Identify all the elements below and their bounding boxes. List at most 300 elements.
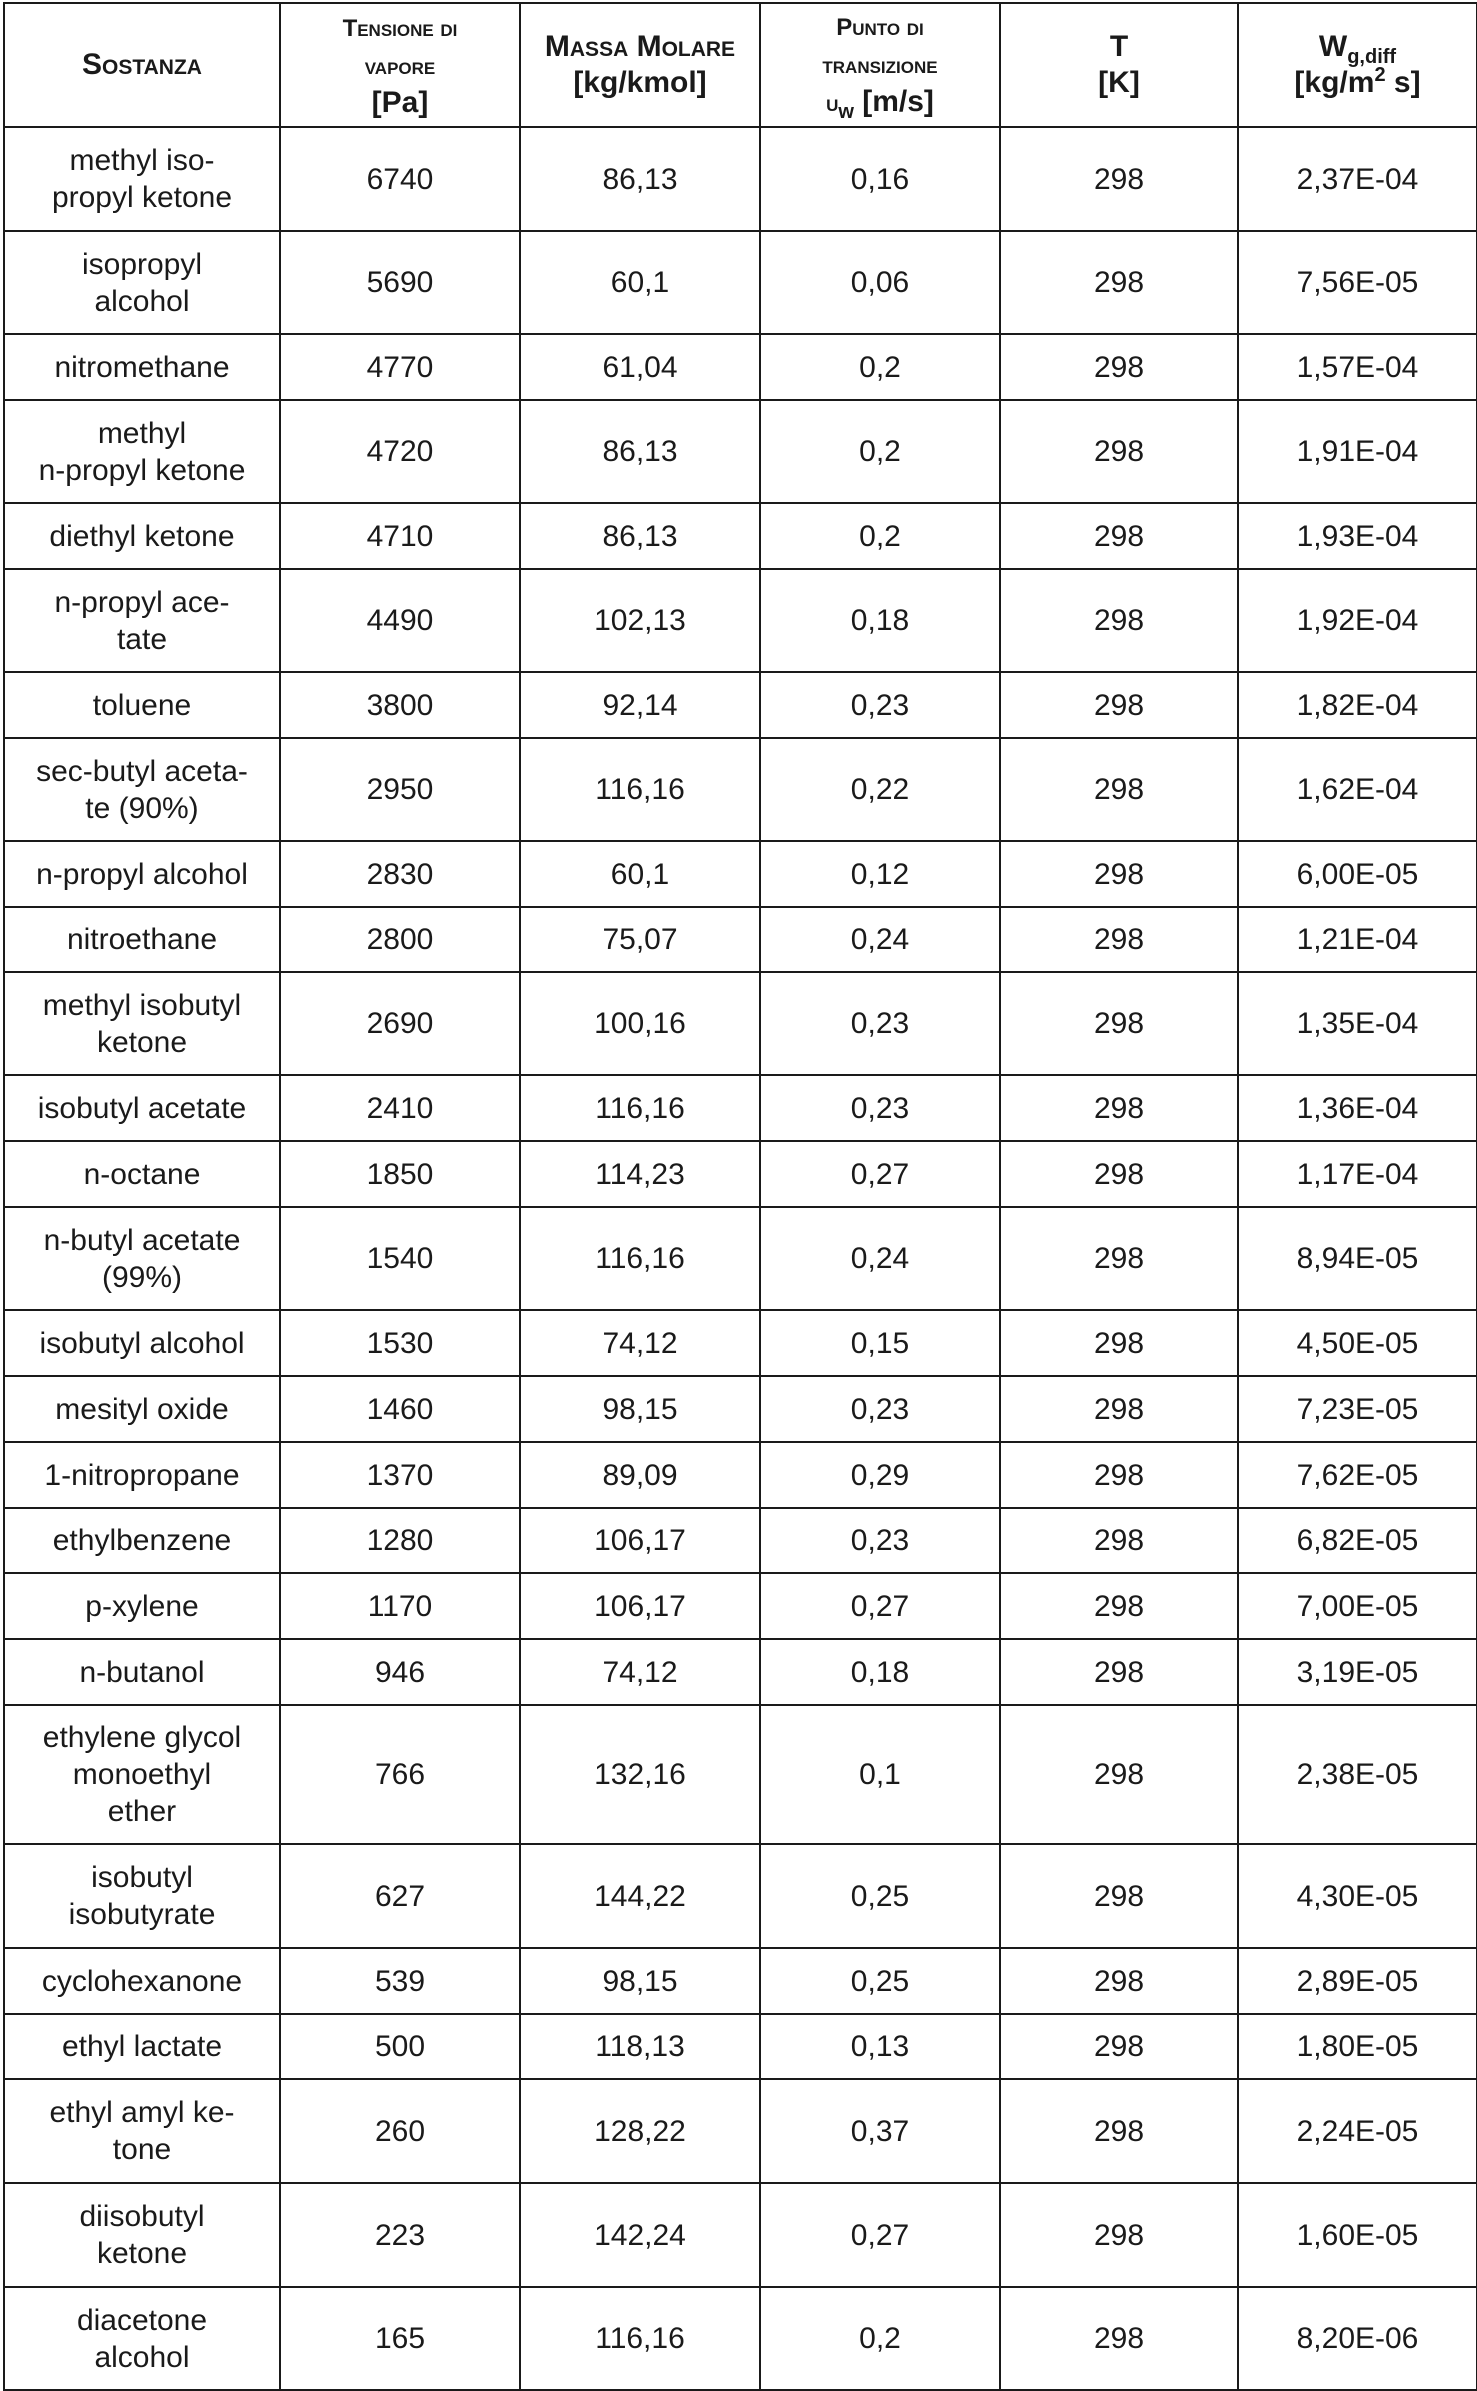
header-t [1000, 3, 1238, 127]
t-cell [1000, 503, 1238, 569]
punto-cell [760, 907, 1000, 972]
cell-text: 298 [1093, 1589, 1145, 1623]
punto-cell [760, 672, 1000, 738]
cell-text: 1,57E-04 [1296, 350, 1419, 384]
cell-text: 128,22 [594, 2114, 686, 2148]
table-row [4, 1310, 1477, 1376]
sostanza-cell [4, 1141, 280, 1207]
t-cell [1000, 2014, 1238, 2079]
punto-cell [760, 569, 1000, 672]
w-cell [1238, 503, 1477, 569]
cell-text: 6,00E-05 [1296, 857, 1419, 891]
w-cell [1238, 672, 1477, 738]
table-row [4, 1844, 1477, 1948]
cell-text: methyl iso- [69, 144, 215, 177]
tensione-cell [280, 738, 520, 841]
cell-text: n-propyl ace- [54, 585, 230, 619]
tensione-cell [280, 2183, 520, 2287]
cell-text: 0,22 [850, 773, 910, 806]
cell-text: 298 [1093, 519, 1145, 553]
cell-text: 298 [1093, 1458, 1145, 1492]
t-cell [1000, 1844, 1238, 1948]
massa-cell [520, 2014, 760, 2079]
cell-text: 298 [1093, 1655, 1145, 1689]
tensione-cell [280, 2079, 520, 2183]
cell-text: 298 [1093, 1091, 1145, 1125]
punto-cell [760, 503, 1000, 569]
cell-text: 4720 [366, 435, 434, 468]
cell-text: 6,82E-05 [1296, 1524, 1419, 1557]
cell-text: 0,25 [850, 1879, 910, 1913]
w-cell [1238, 1376, 1477, 1442]
sostanza-cell [4, 1705, 280, 1844]
cell-text: 0,06 [850, 266, 910, 299]
cell-text: 223 [374, 2218, 426, 2252]
punto-cell [760, 1310, 1000, 1376]
w-cell [1238, 1442, 1477, 1508]
cell-text: 0,29 [850, 1458, 910, 1492]
cell-text: 1,60E-05 [1296, 2218, 1419, 2252]
punto-cell [760, 2287, 1000, 2390]
cell-text: 0,13 [850, 2030, 910, 2063]
cell-text: 298 [1093, 1326, 1145, 1360]
cell-text: 118,13 [595, 2030, 685, 2063]
tensione-cell [280, 907, 520, 972]
w-cell [1238, 1075, 1477, 1141]
cell-text: 298 [1093, 1758, 1145, 1791]
sostanza-cell [4, 1310, 280, 1376]
table-row [4, 2183, 1477, 2287]
t-cell [1000, 1141, 1238, 1207]
cell-text: 298 [1093, 435, 1145, 468]
cell-text: 298 [1093, 604, 1145, 637]
cell-text: 5690 [366, 266, 434, 299]
tensione-cell [280, 1639, 520, 1705]
punto-cell [760, 1442, 1000, 1508]
sostanza-cell [4, 672, 280, 738]
tensione-cell [280, 972, 520, 1075]
cell-text: 2,37E-04 [1296, 162, 1419, 196]
sostanza-cell [4, 2183, 280, 2287]
cell-text: 4770 [366, 350, 434, 384]
header-punto-unit: [m/s] [862, 85, 934, 118]
cell-text: 2950 [366, 773, 434, 806]
table-row [4, 503, 1477, 569]
cell-text: 1,36E-04 [1296, 1091, 1419, 1125]
sostanza-cell [4, 400, 280, 503]
t-cell [1000, 1573, 1238, 1639]
w-cell [1238, 2183, 1477, 2287]
punto-cell [760, 1705, 1000, 1844]
cell-text: n-propyl alcohol [36, 857, 248, 891]
tensione-cell [280, 2014, 520, 2079]
massa-cell [520, 334, 760, 400]
cell-text: 298 [1093, 1964, 1145, 1998]
cell-text: 102,13 [594, 604, 686, 637]
massa-cell [520, 1442, 760, 1508]
cell-text: 0,24 [850, 1242, 910, 1275]
cell-text: p-xylene [85, 1589, 199, 1623]
cell-text: ethyl amyl ke- [49, 2096, 235, 2129]
cell-text: propyl ketone [51, 181, 233, 214]
cell-text: 946 [374, 1655, 426, 1689]
cell-text: n-butanol [79, 1655, 205, 1689]
cell-text: 539 [374, 1964, 426, 1998]
w-cell [1238, 1310, 1477, 1376]
cell-text: 298 [1093, 923, 1145, 956]
sostanza-cell [4, 1442, 280, 1508]
cell-text: 106,17 [594, 1589, 686, 1623]
punto-cell [760, 1141, 1000, 1207]
cell-text: n-propyl ketone [38, 453, 246, 487]
sostanza-cell [4, 972, 280, 1075]
cell-text: 298 [1093, 2322, 1145, 2355]
w-cell [1238, 1508, 1477, 1573]
cell-text: 298 [1093, 1524, 1145, 1557]
cell-text: 4710 [366, 519, 434, 553]
cell-text: 1-nitropropane [44, 1458, 240, 1492]
cell-text: 7,62E-05 [1296, 1458, 1419, 1492]
t-cell [1000, 2183, 1238, 2287]
massa-cell [520, 400, 760, 503]
cell-text: 298 [1093, 688, 1145, 722]
massa-cell [520, 231, 760, 334]
cell-text: 86,13 [602, 519, 678, 553]
cell-text: diethyl ketone [49, 519, 235, 553]
table-row [4, 972, 1477, 1075]
w-cell [1238, 1639, 1477, 1705]
cell-text: 142,24 [594, 2218, 686, 2252]
cell-text: 0,2 [859, 519, 901, 553]
cell-text: isobutyrate [68, 1898, 216, 1931]
sostanza-cell [4, 1948, 280, 2014]
tensione-cell [280, 1948, 520, 2014]
tensione-cell [280, 1141, 520, 1207]
header-tensione-line1: Tensione di [342, 15, 458, 42]
cell-text: n-octane [83, 1157, 201, 1191]
tensione-cell [280, 1705, 520, 1844]
massa-cell [520, 1705, 760, 1844]
table-row [4, 672, 1477, 738]
cell-text: 2,24E-05 [1296, 2114, 1419, 2148]
cell-text: te (90%) [85, 791, 199, 825]
cell-text: 2,38E-05 [1296, 1758, 1419, 1791]
cell-text: 114,23 [595, 1157, 685, 1191]
tensione-cell [280, 1310, 520, 1376]
cell-text: 1,82E-04 [1296, 688, 1419, 722]
cell-text: 298 [1093, 2218, 1145, 2252]
cell-text: 6740 [366, 162, 434, 196]
t-cell [1000, 400, 1238, 503]
cell-text: 86,13 [602, 435, 678, 468]
cell-text: 165 [374, 2322, 426, 2355]
sostanza-cell [4, 1508, 280, 1573]
cell-text: ether [107, 1795, 177, 1828]
cell-text: 116,16 [595, 2322, 685, 2355]
cell-text: 1280 [366, 1524, 434, 1557]
sostanza-cell [4, 1639, 280, 1705]
w-cell [1238, 2079, 1477, 2183]
cell-text: mesityl oxide [55, 1392, 229, 1426]
cell-text: monoethyl [72, 1758, 212, 1791]
massa-cell [520, 1310, 760, 1376]
cell-text: (99%) [101, 1260, 183, 1294]
massa-cell [520, 127, 760, 231]
cell-text: 2410 [366, 1091, 434, 1125]
t-cell [1000, 1075, 1238, 1141]
w-cell [1238, 569, 1477, 672]
punto-cell [760, 1207, 1000, 1310]
cell-text: 1,80E-05 [1296, 2030, 1419, 2063]
header-w-sub: g,diff [1347, 46, 1397, 68]
cell-text: 0,24 [850, 923, 910, 956]
table-row [4, 334, 1477, 400]
cell-text: alcohol [94, 2340, 190, 2374]
w-cell [1238, 1207, 1477, 1310]
header-sostanza-label: Sostanza [82, 48, 202, 81]
sostanza-cell [4, 841, 280, 907]
header-tensione-unit: [Pa] [371, 86, 429, 119]
punto-cell [760, 400, 1000, 503]
tensione-cell [280, 400, 520, 503]
header-w-unit-pre: [kg/m [1294, 66, 1375, 99]
tensione-cell [280, 1442, 520, 1508]
cell-text: 298 [1093, 162, 1145, 196]
cell-text: 1460 [366, 1392, 434, 1426]
punto-cell [760, 1075, 1000, 1141]
cell-text: n-butyl acetate [43, 1223, 241, 1257]
massa-cell [520, 1141, 760, 1207]
w-cell [1238, 334, 1477, 400]
cell-text: 0,18 [850, 1655, 910, 1689]
massa-cell [520, 1948, 760, 2014]
cell-text: 89,09 [602, 1458, 678, 1492]
cell-text: 298 [1093, 1007, 1145, 1040]
cell-text: 298 [1093, 266, 1145, 299]
cell-text: 0,18 [850, 604, 910, 637]
punto-cell [760, 1573, 1000, 1639]
cell-text: 0,15 [850, 1326, 910, 1360]
t-cell [1000, 127, 1238, 231]
punto-cell [760, 2014, 1000, 2079]
t-cell [1000, 1310, 1238, 1376]
massa-cell [520, 2183, 760, 2287]
cell-text: 260 [374, 2114, 426, 2148]
tensione-cell [280, 1508, 520, 1573]
sostanza-cell [4, 1573, 280, 1639]
header-w-unit-sup: 2 [1374, 64, 1386, 86]
massa-cell [520, 1844, 760, 1948]
table-body [4, 127, 1477, 2390]
cell-text: 144,22 [594, 1879, 686, 1913]
cell-text: 4,50E-05 [1296, 1326, 1419, 1360]
w-cell [1238, 1573, 1477, 1639]
w-cell [1238, 1705, 1477, 1844]
table-row [4, 1573, 1477, 1639]
cell-text: 75,07 [602, 923, 678, 956]
sostanza-cell [4, 2079, 280, 2183]
cell-text: 1370 [366, 1458, 434, 1492]
cell-text: 116,16 [595, 773, 685, 806]
cell-text: 60,1 [610, 857, 670, 891]
cell-text: 627 [374, 1879, 426, 1913]
cell-text: 1,35E-04 [1296, 1007, 1419, 1040]
w-cell [1238, 1948, 1477, 2014]
massa-cell [520, 1376, 760, 1442]
w-cell [1238, 127, 1477, 231]
cell-text: 0,23 [850, 1091, 910, 1125]
cell-text: 74,12 [602, 1326, 678, 1360]
massa-cell [520, 1508, 760, 1573]
punto-cell [760, 972, 1000, 1075]
massa-cell [520, 907, 760, 972]
cell-text: 98,15 [602, 1964, 678, 1998]
cell-text: 298 [1093, 1392, 1145, 1426]
cell-text: 7,00E-05 [1296, 1589, 1419, 1623]
cell-text: 2690 [366, 1007, 434, 1040]
punto-cell [760, 1376, 1000, 1442]
w-cell [1238, 231, 1477, 334]
punto-cell [760, 127, 1000, 231]
cell-text: 92,14 [602, 688, 678, 722]
table-row [4, 2079, 1477, 2183]
cell-text: 766 [374, 1758, 426, 1791]
sostanza-cell [4, 1075, 280, 1141]
sostanza-cell [4, 1376, 280, 1442]
cell-text: 1,62E-04 [1296, 773, 1419, 806]
tensione-cell [280, 569, 520, 672]
header-t-label: T [1109, 30, 1129, 63]
t-cell [1000, 738, 1238, 841]
table-row [4, 1508, 1477, 1573]
punto-cell [760, 1948, 1000, 2014]
massa-cell [520, 2287, 760, 2390]
t-cell [1000, 1442, 1238, 1508]
t-cell [1000, 907, 1238, 972]
massa-cell [520, 503, 760, 569]
cell-text: 0,23 [850, 688, 910, 722]
tensione-cell [280, 503, 520, 569]
sostanza-cell [4, 127, 280, 231]
cell-text: isobutyl [91, 1861, 193, 1894]
tensione-cell [280, 127, 520, 231]
t-cell [1000, 1948, 1238, 2014]
cell-text: 500 [374, 2030, 426, 2063]
cell-text: 4490 [366, 604, 434, 637]
cell-text: 0,27 [850, 1589, 910, 1623]
t-cell [1000, 231, 1238, 334]
cell-text: diacetone [76, 2303, 208, 2337]
cell-text: 1,91E-04 [1296, 435, 1419, 468]
cell-text: 86,13 [602, 162, 678, 196]
table-row [4, 1141, 1477, 1207]
cell-text: 298 [1093, 1879, 1145, 1913]
cell-text: 132,16 [594, 1758, 686, 1791]
t-cell [1000, 1639, 1238, 1705]
cell-text: 1,93E-04 [1296, 519, 1419, 553]
sostanza-cell [4, 2014, 280, 2079]
cell-text: 1540 [366, 1242, 434, 1275]
header-punto-symbol: u [826, 90, 839, 117]
tensione-cell [280, 1844, 520, 1948]
cell-text: 0,27 [850, 2218, 910, 2252]
table-row [4, 1376, 1477, 1442]
cell-text: alcohol [94, 284, 190, 318]
header-punto-line2: transizione [822, 52, 938, 79]
t-cell [1000, 672, 1238, 738]
cell-text: diisobutyl [79, 2200, 205, 2233]
cell-text: 1,21E-04 [1296, 923, 1419, 956]
header-massa [520, 3, 760, 127]
cell-text: nitroethane [66, 923, 218, 956]
cell-text: 98,15 [602, 1392, 678, 1426]
cell-text: 298 [1093, 2114, 1145, 2148]
table-row [4, 1075, 1477, 1141]
header-punto-line1: Punto di [836, 14, 924, 41]
cell-text: 116,16 [595, 1242, 685, 1275]
cell-text: toluene [92, 688, 192, 722]
cell-text: 0,23 [850, 1524, 910, 1557]
sostanza-cell [4, 2287, 280, 2390]
t-cell [1000, 972, 1238, 1075]
cell-text: 1170 [367, 1589, 433, 1623]
cell-text: 0,16 [850, 162, 910, 196]
table-row [4, 2287, 1477, 2390]
cell-text: 1,92E-04 [1296, 604, 1419, 637]
punto-cell [760, 2079, 1000, 2183]
tensione-cell [280, 2287, 520, 2390]
cell-text: 1530 [366, 1326, 434, 1360]
tensione-cell [280, 1376, 520, 1442]
w-cell [1238, 1141, 1477, 1207]
cell-text: isopropyl [81, 247, 203, 281]
header-t-unit: [K] [1098, 66, 1140, 99]
w-cell [1238, 841, 1477, 907]
sostanza-cell [4, 334, 280, 400]
massa-cell [520, 1075, 760, 1141]
table-row [4, 1639, 1477, 1705]
table-row [4, 231, 1477, 334]
w-cell [1238, 1844, 1477, 1948]
t-cell [1000, 1207, 1238, 1310]
massa-cell [520, 841, 760, 907]
cell-text: 60,1 [610, 266, 670, 299]
header-punto-sub: w [838, 101, 854, 123]
t-cell [1000, 1376, 1238, 1442]
massa-cell [520, 1639, 760, 1705]
table-row [4, 1705, 1477, 1844]
cell-text: cyclohexanone [41, 1964, 243, 1998]
cell-text: sec-butyl aceta- [36, 754, 248, 788]
cell-text: nitromethane [54, 350, 230, 384]
cell-text: ketone [96, 1025, 188, 1059]
table-row [4, 2014, 1477, 2079]
massa-cell [520, 2079, 760, 2183]
table-row [4, 569, 1477, 672]
cell-text: 298 [1093, 857, 1145, 891]
massa-cell [520, 1207, 760, 1310]
header-sostanza [4, 3, 280, 127]
massa-cell [520, 672, 760, 738]
w-cell [1238, 738, 1477, 841]
punto-cell [760, 2183, 1000, 2287]
tensione-cell [280, 841, 520, 907]
punto-cell [760, 738, 1000, 841]
header-tensione [280, 3, 520, 127]
header-tensione-line2: vapore [364, 53, 436, 80]
tensione-cell [280, 1207, 520, 1310]
cell-text: 1,17E-04 [1296, 1157, 1419, 1191]
